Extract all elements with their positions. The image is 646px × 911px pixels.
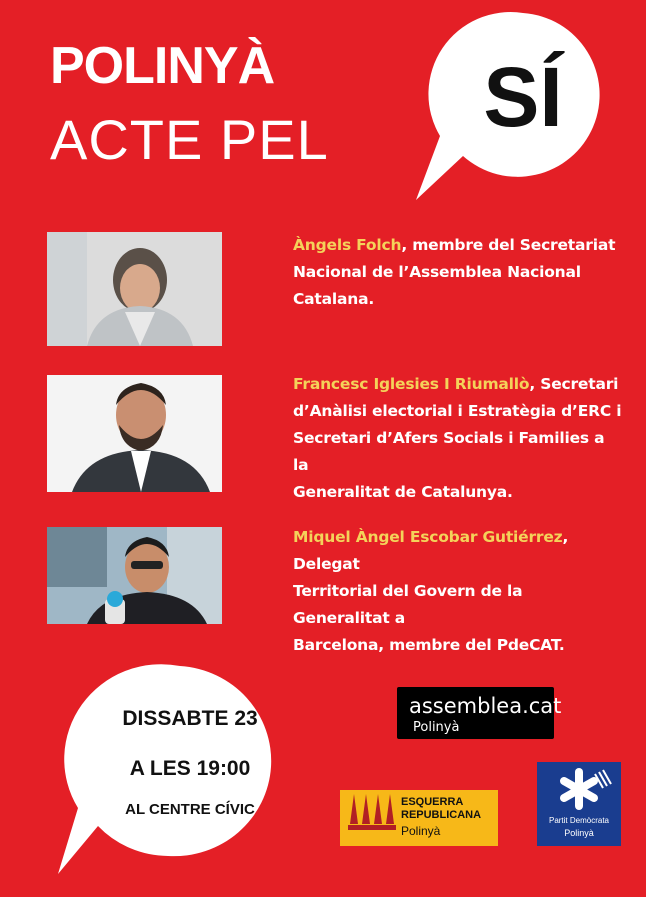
event-date: DISSABTE 23 [122,707,258,730]
pdecat-logo [537,762,621,846]
speaker-bio-1: Àngels Folch, membre del Secretariat Nacional de l’Assemblea Nacional Catalana. [293,236,616,308]
event-place: AL CENTRE CÍVIC [125,801,255,818]
assemblea-logo-sub: Polinyà [413,720,460,735]
pdecat-logo-sub: Polinyà [564,828,594,838]
erc-logo [340,790,498,846]
speaker-name-3: Miquel Àngel Escobar Gutiérrez [293,528,563,546]
erc-logo-line1: ESQUERRA [401,796,464,808]
town-title: POLINYÀ [50,37,275,95]
erc-stripes-icon [346,790,396,846]
pdecat-star-icon [537,764,621,814]
assemblea-logo-title: assemblea.cat [409,694,562,718]
event-subtitle: ACTE PEL [50,108,329,171]
portrait-woman-icon [47,232,222,346]
speaker-name-2: Francesc Iglesies I Riumallò [293,375,530,393]
erc-logo-line2: REPUBLICANA [401,809,482,821]
assemblea-logo [397,687,562,739]
speaker-photo-2 [47,375,222,492]
erc-logo-sub: Polinyà [401,824,441,838]
portrait-man-icon [47,375,222,492]
portrait-man-microphone-icon [47,527,222,624]
speaker-photo-3 [47,527,222,624]
speaker-bio-3: Miquel Àngel Escobar Gutiérrez, Delegat Territorial del Govern de la Generalitat a Barcelona, membre del PdeCAT. [293,528,569,654]
pdecat-logo-line1: Partit Demòcrata [548,816,610,825]
si-bubble-text: SÍ [483,50,563,144]
speaker-photo-1 [47,232,222,346]
speaker-bio-2: Francesc Iglesies I Riumallò, Secretari d’Anàlisi electorial i Estratègia d’ERC i Secretari d’Afers Socials i Families a la Generalitat de Catalunya. [293,375,622,501]
speaker-name-1: Àngels Folch [293,236,402,254]
event-time: A LES 19:00 [129,757,251,780]
